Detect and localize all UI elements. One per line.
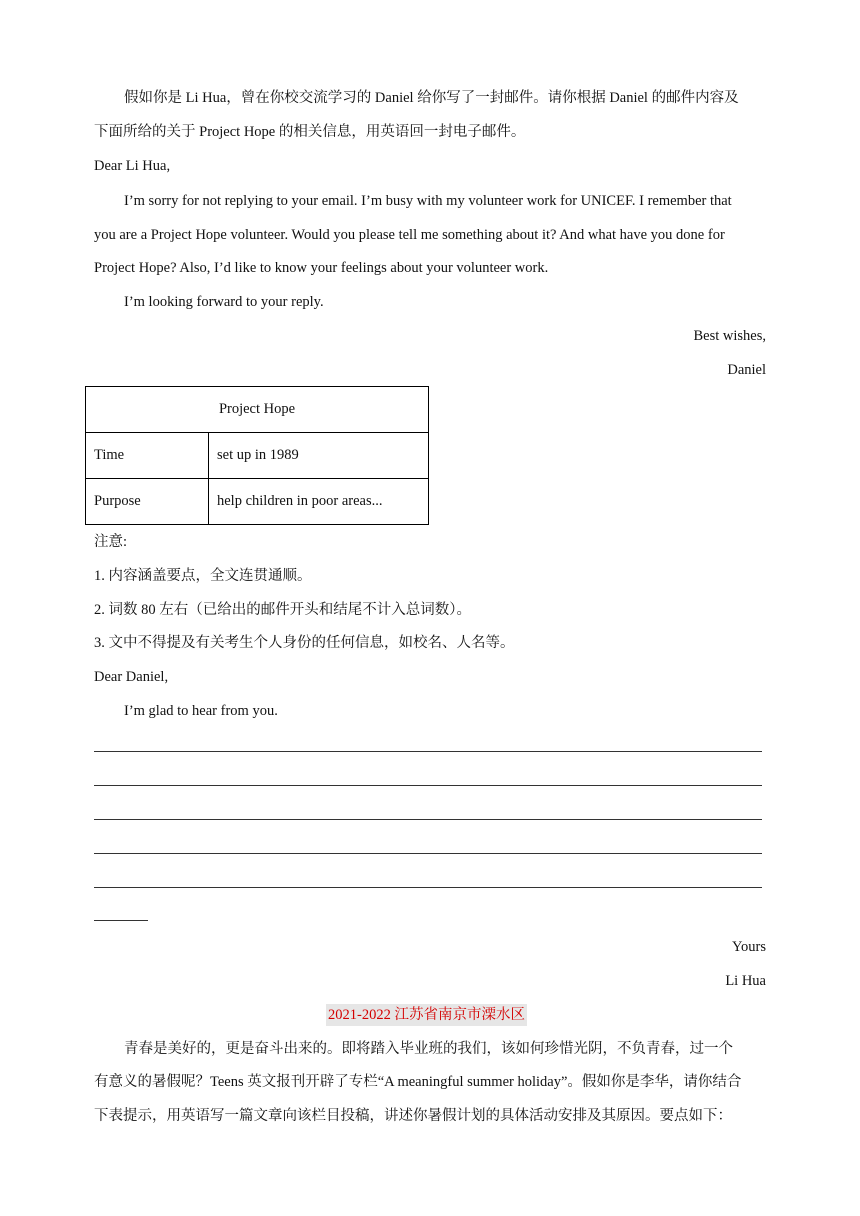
table-cell-label: Purpose xyxy=(86,479,209,525)
letter-signature: Daniel xyxy=(727,362,766,378)
note-item-1: 1. 内容涵盖要点，全文连贯通顺。 xyxy=(94,568,312,584)
project-hope-table xyxy=(85,386,429,525)
answer-line[interactable] xyxy=(94,887,762,888)
answer-line[interactable] xyxy=(94,785,762,786)
table-header-row xyxy=(86,387,429,433)
reply-salutation: Dear Daniel, xyxy=(94,669,169,685)
letter-salutation: Dear Li Hua, xyxy=(94,158,171,174)
notes-heading: 注意: xyxy=(94,534,128,550)
letter-body-line-4: I’m looking forward to your reply. xyxy=(124,294,324,310)
letter-closing: Best wishes, xyxy=(693,328,766,344)
answer-line[interactable] xyxy=(94,751,762,752)
intro-line-2: 下面所给的关于 Project Hope 的相关信息，用英语回一封电子邮件。 xyxy=(94,124,526,140)
table-cell-label: Time xyxy=(86,433,209,479)
letter-body-line-2: you are a Project Hope volunteer. Would you please tell me something about it? And what have you done for xyxy=(94,227,725,243)
table-row xyxy=(86,479,429,525)
note-item-3: 3. 文中不得提及有关考生个人身份的任何信息，如校名、人名等。 xyxy=(94,635,515,651)
reply-opening: I’m glad to hear from you. xyxy=(124,703,278,719)
section2-line-1: 青春是美好的，更是奋斗出来的。即将踏入毕业班的我们，该如何珍惜光阴，不负青春，过一个 xyxy=(124,1041,733,1057)
table-cell-value: help children in poor areas... xyxy=(209,479,429,525)
reply-signature: Li Hua xyxy=(725,973,766,989)
region-label: 2021-2022 江苏省南京市溧水区 xyxy=(326,1004,527,1026)
intro-line-1: 假如你是 Li Hua，曾在你校交流学习的 Daniel 给你写了一封邮件。请你根据 Daniel 的邮件内容及 xyxy=(124,90,739,106)
letter-body-line-3: Project Hope? Also, I’d like to know your feelings about your volunteer work. xyxy=(94,260,549,276)
note-item-2: 2. 词数 80 左右（已给出的邮件开头和结尾不计入总词数）。 xyxy=(94,602,471,618)
table-title: Project Hope xyxy=(86,387,429,433)
answer-line[interactable] xyxy=(94,853,762,854)
section2-line-2: 有意义的暑假呢？Teens 英文报刊开辟了专栏“A meaningful summer holiday”。假如你是李华，请你结合 xyxy=(94,1074,742,1090)
section2-line-3: 下表提示，用英语写一篇文章向该栏目投稿，讲述你暑假计划的具体活动安排及其原因。要点如下： xyxy=(94,1108,732,1124)
table-cell-value: set up in 1989 xyxy=(209,433,429,479)
reply-closing: Yours xyxy=(732,939,766,955)
table-row xyxy=(86,433,429,479)
answer-line-end[interactable] xyxy=(94,920,148,921)
answer-line[interactable] xyxy=(94,819,762,820)
letter-body-line-1: I’m sorry for not replying to your email. I’m busy with my volunteer work for UNICEF. I remember that xyxy=(124,193,732,209)
